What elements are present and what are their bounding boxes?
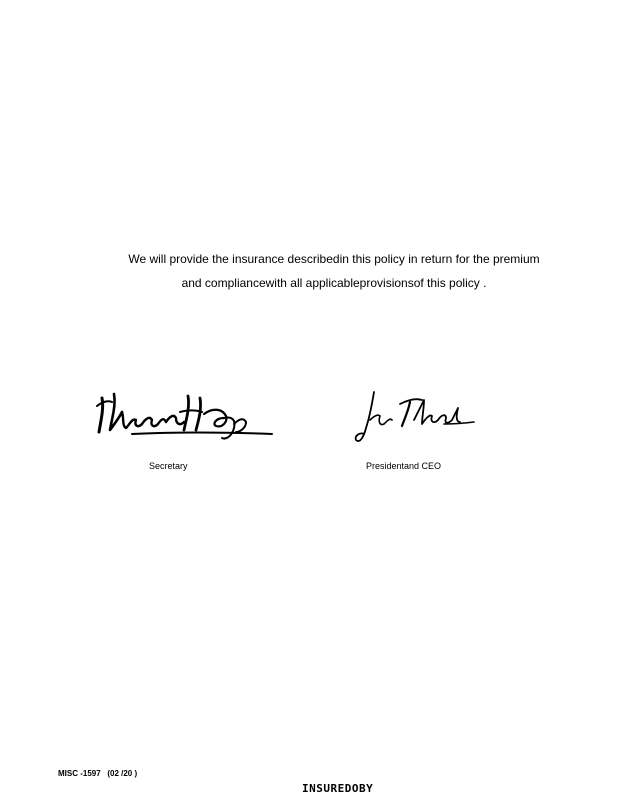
secretary-title: Secretary: [149, 461, 188, 471]
secretary-signature: [92, 388, 274, 444]
insured-copy-mark: INSUREDOBY: [302, 782, 374, 795]
president-signature: [352, 390, 478, 450]
policy-statement-line-1: We will provide the insurance describedin this policy in return for the premium: [128, 252, 540, 266]
president-title: Presidentand CEO: [366, 461, 442, 471]
form-code: MISC -1597 (02 /20 ): [58, 769, 138, 778]
policy-statement-line-2: and compliancewith all applicableprovisionsof this policy .: [181, 276, 487, 290]
